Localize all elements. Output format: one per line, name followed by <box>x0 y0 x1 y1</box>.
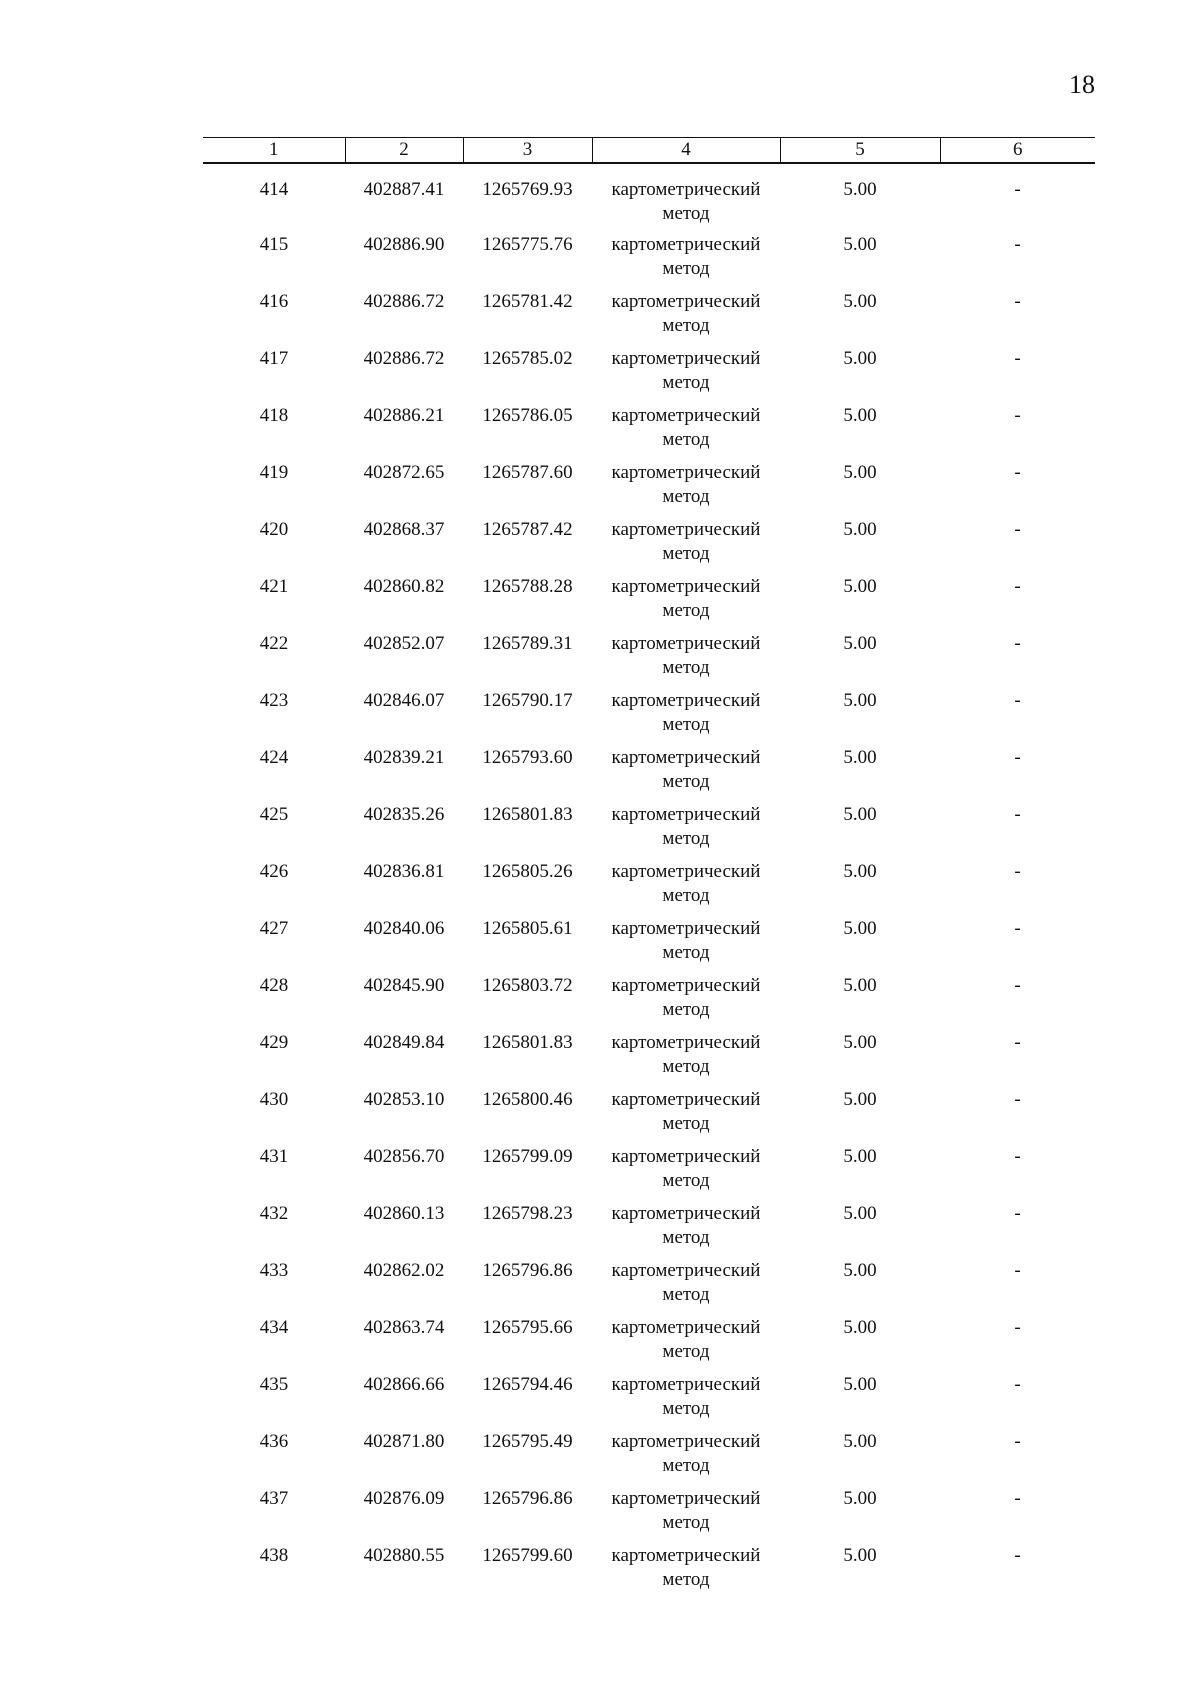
column-header: 3 <box>463 138 592 164</box>
y-coordinate-cell: 1265805.61 <box>482 918 573 939</box>
accuracy-cell: 5.00 <box>843 576 877 597</box>
note-cell: - <box>1014 975 1021 996</box>
method-line-1: картометрический <box>611 1488 761 1509</box>
table-row <box>203 1031 1095 1088</box>
method-cell <box>592 632 780 689</box>
method-cell <box>592 518 780 575</box>
method-line-1: картометрический <box>611 1260 761 1281</box>
accuracy-cell: 5.00 <box>843 1032 877 1053</box>
x-coordinate-cell: 402886.72 <box>363 348 445 369</box>
table-row <box>203 1202 1095 1259</box>
method-cell <box>592 461 780 518</box>
method-cell <box>592 974 780 1031</box>
column-header: 2 <box>345 138 463 164</box>
x-coordinate-cell: 402876.09 <box>363 1488 445 1509</box>
method-line-1: картометрический <box>611 1089 761 1110</box>
accuracy-cell: 5.00 <box>843 1431 877 1452</box>
point-number-cell: 426 <box>259 861 289 882</box>
note-cell: - <box>1014 633 1021 654</box>
method-line-2: метод <box>662 600 710 621</box>
y-coordinate-cell: 1265775.76 <box>482 234 573 255</box>
column-header: 5 <box>780 138 940 164</box>
y-coordinate-cell: 1265798.23 <box>482 1203 573 1224</box>
note-cell: - <box>1014 1374 1021 1395</box>
point-number-cell: 414 <box>259 179 289 200</box>
point-number-cell: 422 <box>259 633 289 654</box>
y-coordinate-cell: 1265788.28 <box>482 576 573 597</box>
method-cell <box>592 1202 780 1259</box>
note-cell: - <box>1014 1431 1021 1452</box>
method-cell <box>592 404 780 461</box>
method-cell <box>592 1373 780 1430</box>
y-coordinate-cell: 1265786.05 <box>482 405 573 426</box>
method-line-2: метод <box>662 999 710 1020</box>
table-row <box>203 1088 1095 1145</box>
point-number-cell: 429 <box>259 1032 289 1053</box>
x-coordinate-cell: 402871.80 <box>363 1431 445 1452</box>
note-cell: - <box>1014 576 1021 597</box>
table-row <box>203 1259 1095 1316</box>
y-coordinate-cell: 1265793.60 <box>482 747 573 768</box>
method-cell <box>592 290 780 347</box>
method-line-1: картометрический <box>611 519 761 540</box>
method-line-1: картометрический <box>611 234 761 255</box>
point-number-cell: 415 <box>259 234 289 255</box>
x-coordinate-cell: 402839.21 <box>363 747 445 768</box>
method-line-1: картометрический <box>611 1032 761 1053</box>
note-cell: - <box>1014 348 1021 369</box>
method-line-2: метод <box>662 1341 710 1362</box>
accuracy-cell: 5.00 <box>843 519 877 540</box>
y-coordinate-cell: 1265799.09 <box>482 1146 573 1167</box>
method-cell <box>592 860 780 917</box>
method-cell <box>592 689 780 746</box>
accuracy-cell: 5.00 <box>843 1203 877 1224</box>
table-body <box>203 163 1095 1601</box>
note-cell: - <box>1014 861 1021 882</box>
point-number-cell: 418 <box>259 405 289 426</box>
y-coordinate-cell: 1265801.83 <box>482 804 573 825</box>
method-line-1: картометрический <box>611 462 761 483</box>
table-row <box>203 163 1095 233</box>
method-line-1: картометрический <box>611 348 761 369</box>
y-coordinate-cell: 1265781.42 <box>482 291 573 312</box>
method-line-2: метод <box>662 1170 710 1191</box>
method-line-1: картометрический <box>611 405 761 426</box>
accuracy-cell: 5.00 <box>843 405 877 426</box>
method-cell <box>592 1430 780 1487</box>
y-coordinate-cell: 1265785.02 <box>482 348 573 369</box>
method-line-1: картометрический <box>611 1317 761 1338</box>
note-cell: - <box>1014 519 1021 540</box>
accuracy-cell: 5.00 <box>843 1488 877 1509</box>
x-coordinate-cell: 402872.65 <box>363 462 445 483</box>
y-coordinate-cell: 1265795.49 <box>482 1431 573 1452</box>
y-coordinate-cell: 1265789.31 <box>482 633 573 654</box>
y-coordinate-cell: 1265796.86 <box>482 1488 573 1509</box>
y-coordinate-cell: 1265769.93 <box>482 179 573 200</box>
method-line-2: метод <box>662 1113 710 1134</box>
table-row <box>203 404 1095 461</box>
x-coordinate-cell: 402860.82 <box>363 576 445 597</box>
table-row <box>203 575 1095 632</box>
method-line-1: картометрический <box>611 1374 761 1395</box>
point-number-cell: 436 <box>259 1431 289 1452</box>
accuracy-cell: 5.00 <box>843 861 877 882</box>
accuracy-cell: 5.00 <box>843 234 877 255</box>
point-number-cell: 438 <box>259 1545 289 1566</box>
accuracy-cell: 5.00 <box>843 975 877 996</box>
method-line-2: метод <box>662 885 710 906</box>
table-header-row <box>203 138 1095 164</box>
method-cell <box>592 1088 780 1145</box>
table-row <box>203 1316 1095 1373</box>
method-cell <box>592 347 780 404</box>
note-cell: - <box>1014 462 1021 483</box>
method-cell <box>592 1259 780 1316</box>
table-row <box>203 1430 1095 1487</box>
table-row <box>203 518 1095 575</box>
table-row <box>203 860 1095 917</box>
x-coordinate-cell: 402852.07 <box>363 633 445 654</box>
x-coordinate-cell: 402868.37 <box>363 519 445 540</box>
accuracy-cell: 5.00 <box>843 1545 877 1566</box>
method-line-1: картометрический <box>611 179 761 200</box>
accuracy-cell: 5.00 <box>843 348 877 369</box>
column-header: 1 <box>203 138 345 164</box>
point-number-cell: 421 <box>259 576 289 597</box>
note-cell: - <box>1014 1317 1021 1338</box>
point-number-cell: 416 <box>259 291 289 312</box>
note-cell: - <box>1014 918 1021 939</box>
method-line-2: метод <box>662 714 710 735</box>
method-line-1: картометрический <box>611 1203 761 1224</box>
method-line-2: метод <box>662 372 710 393</box>
x-coordinate-cell: 402887.41 <box>363 179 445 200</box>
y-coordinate-cell: 1265794.46 <box>482 1374 573 1395</box>
note-cell: - <box>1014 1488 1021 1509</box>
point-number-cell: 437 <box>259 1488 289 1509</box>
table-row <box>203 347 1095 404</box>
accuracy-cell: 5.00 <box>843 747 877 768</box>
method-cell <box>592 1544 780 1601</box>
point-number-cell: 428 <box>259 975 289 996</box>
method-line-1: картометрический <box>611 291 761 312</box>
coordinates-table <box>203 137 1095 1601</box>
point-number-cell: 433 <box>259 1260 289 1281</box>
method-line-2: метод <box>662 1455 710 1476</box>
table-row <box>203 974 1095 1031</box>
point-number-cell: 423 <box>259 690 289 711</box>
x-coordinate-cell: 402860.13 <box>363 1203 445 1224</box>
x-coordinate-cell: 402845.90 <box>363 975 445 996</box>
accuracy-cell: 5.00 <box>843 1374 877 1395</box>
method-line-1: картометрический <box>611 975 761 996</box>
note-cell: - <box>1014 747 1021 768</box>
note-cell: - <box>1014 690 1021 711</box>
accuracy-cell: 5.00 <box>843 690 877 711</box>
table-row <box>203 632 1095 689</box>
x-coordinate-cell: 402856.70 <box>363 1146 445 1167</box>
x-coordinate-cell: 402849.84 <box>363 1032 445 1053</box>
method-line-2: метод <box>662 657 710 678</box>
x-coordinate-cell: 402853.10 <box>363 1089 445 1110</box>
y-coordinate-cell: 1265801.83 <box>482 1032 573 1053</box>
note-cell: - <box>1014 405 1021 426</box>
y-coordinate-cell: 1265787.60 <box>482 462 573 483</box>
method-cell <box>592 1487 780 1544</box>
y-coordinate-cell: 1265790.17 <box>482 690 573 711</box>
column-header: 6 <box>940 138 1095 164</box>
method-line-2: метод <box>662 771 710 792</box>
note-cell: - <box>1014 291 1021 312</box>
method-line-2: метод <box>662 828 710 849</box>
method-cell <box>592 1031 780 1088</box>
method-line-1: картометрический <box>611 804 761 825</box>
method-cell <box>592 163 780 233</box>
x-coordinate-cell: 402846.07 <box>363 690 445 711</box>
point-number-cell: 431 <box>259 1146 289 1167</box>
point-number-cell: 424 <box>259 747 289 768</box>
x-coordinate-cell: 402835.26 <box>363 804 445 825</box>
x-coordinate-cell: 402880.55 <box>363 1545 445 1566</box>
accuracy-cell: 5.00 <box>843 804 877 825</box>
table-row <box>203 746 1095 803</box>
method-line-2: метод <box>662 942 710 963</box>
note-cell: - <box>1014 179 1021 200</box>
accuracy-cell: 5.00 <box>843 1146 877 1167</box>
y-coordinate-cell: 1265796.86 <box>482 1260 573 1281</box>
note-cell: - <box>1014 234 1021 255</box>
accuracy-cell: 5.00 <box>843 918 877 939</box>
point-number-cell: 430 <box>259 1089 289 1110</box>
table-row <box>203 1544 1095 1601</box>
method-line-2: метод <box>662 1056 710 1077</box>
table-row <box>203 917 1095 974</box>
x-coordinate-cell: 402886.21 <box>363 405 445 426</box>
point-number-cell: 427 <box>259 918 289 939</box>
method-line-1: картометрический <box>611 576 761 597</box>
method-cell <box>592 233 780 290</box>
method-line-2: метод <box>662 1398 710 1419</box>
x-coordinate-cell: 402886.72 <box>363 291 445 312</box>
method-cell <box>592 1316 780 1373</box>
x-coordinate-cell: 402836.81 <box>363 861 445 882</box>
y-coordinate-cell: 1265795.66 <box>482 1317 573 1338</box>
note-cell: - <box>1014 1032 1021 1053</box>
note-cell: - <box>1014 1203 1021 1224</box>
accuracy-cell: 5.00 <box>843 291 877 312</box>
method-cell <box>592 917 780 974</box>
note-cell: - <box>1014 1146 1021 1167</box>
method-cell <box>592 803 780 860</box>
method-line-2: метод <box>662 543 710 564</box>
method-line-1: картометрический <box>611 861 761 882</box>
table-row <box>203 290 1095 347</box>
method-line-2: метод <box>662 1284 710 1305</box>
method-line-1: картометрический <box>611 633 761 654</box>
x-coordinate-cell: 402840.06 <box>363 918 445 939</box>
accuracy-cell: 5.00 <box>843 462 877 483</box>
method-line-2: метод <box>662 1569 710 1590</box>
column-header: 4 <box>592 138 780 164</box>
accuracy-cell: 5.00 <box>843 1089 877 1110</box>
accuracy-cell: 5.00 <box>843 1317 877 1338</box>
point-number-cell: 419 <box>259 462 289 483</box>
note-cell: - <box>1014 804 1021 825</box>
method-line-1: картометрический <box>611 1545 761 1566</box>
method-line-2: метод <box>662 315 710 336</box>
table-row <box>203 1373 1095 1430</box>
table-row <box>203 803 1095 860</box>
x-coordinate-cell: 402886.90 <box>363 234 445 255</box>
y-coordinate-cell: 1265803.72 <box>482 975 573 996</box>
point-number-cell: 417 <box>259 348 289 369</box>
method-cell <box>592 746 780 803</box>
point-number-cell: 435 <box>259 1374 289 1395</box>
point-number-cell: 432 <box>259 1203 289 1224</box>
method-line-1: картометрический <box>611 918 761 939</box>
method-line-1: картометрический <box>611 690 761 711</box>
note-cell: - <box>1014 1260 1021 1281</box>
method-line-2: метод <box>662 203 710 224</box>
accuracy-cell: 5.00 <box>843 633 877 654</box>
point-number-cell: 420 <box>259 519 289 540</box>
table-row <box>203 1145 1095 1202</box>
method-line-2: метод <box>662 1227 710 1248</box>
method-line-2: метод <box>662 1512 710 1533</box>
method-cell <box>592 1145 780 1202</box>
method-line-1: картометрический <box>611 747 761 768</box>
method-line-2: метод <box>662 429 710 450</box>
table-row <box>203 689 1095 746</box>
x-coordinate-cell: 402863.74 <box>363 1317 445 1338</box>
x-coordinate-cell: 402866.66 <box>363 1374 445 1395</box>
x-coordinate-cell: 402862.02 <box>363 1260 445 1281</box>
point-number-cell: 425 <box>259 804 289 825</box>
note-cell: - <box>1014 1089 1021 1110</box>
table-row <box>203 1487 1095 1544</box>
method-cell <box>592 575 780 632</box>
method-line-2: метод <box>662 258 710 279</box>
page-number: 18 <box>1069 70 1095 99</box>
point-number-cell: 434 <box>259 1317 289 1338</box>
accuracy-cell: 5.00 <box>843 1260 877 1281</box>
table-row <box>203 233 1095 290</box>
y-coordinate-cell: 1265800.46 <box>482 1089 573 1110</box>
table-row <box>203 461 1095 518</box>
method-line-1: картометрический <box>611 1146 761 1167</box>
accuracy-cell: 5.00 <box>843 179 877 200</box>
note-cell: - <box>1014 1545 1021 1566</box>
method-line-1: картометрический <box>611 1431 761 1452</box>
y-coordinate-cell: 1265805.26 <box>482 861 573 882</box>
y-coordinate-cell: 1265787.42 <box>482 519 573 540</box>
y-coordinate-cell: 1265799.60 <box>482 1545 573 1566</box>
method-line-2: метод <box>662 486 710 507</box>
